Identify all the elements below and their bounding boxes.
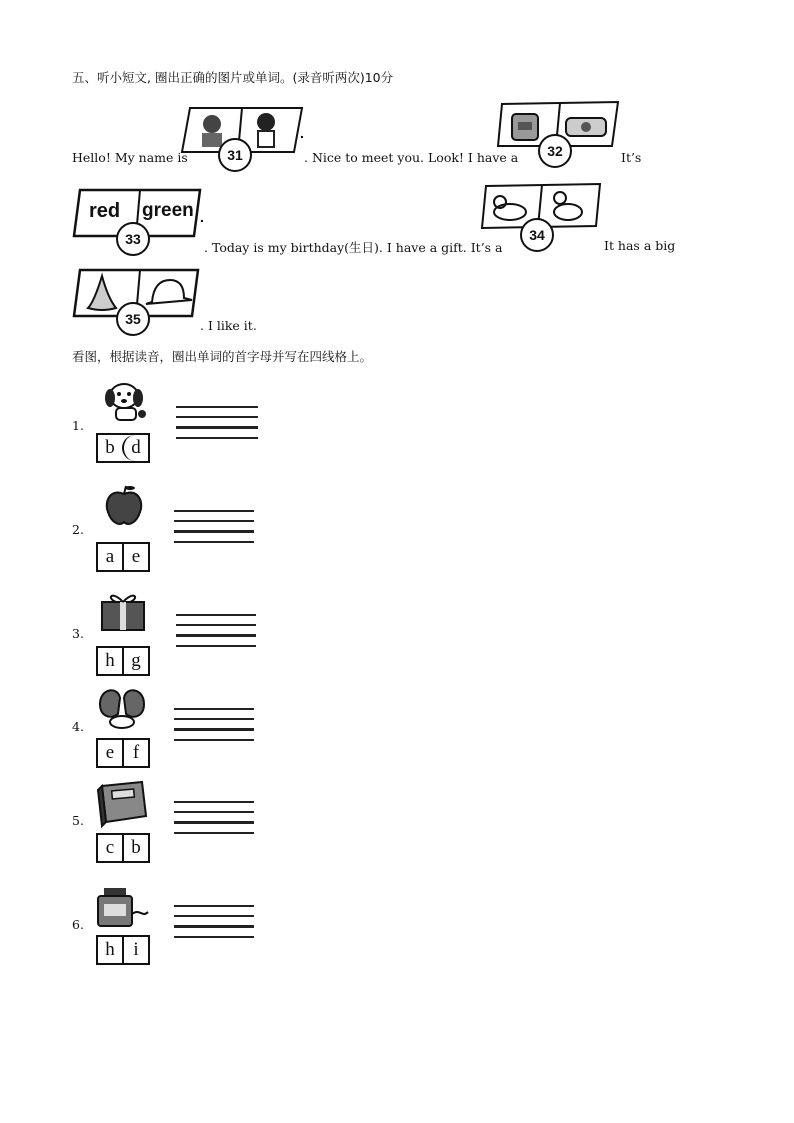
number-33: 33 — [116, 222, 150, 256]
question-number: 1. — [72, 418, 84, 433]
number-32: 32 — [538, 134, 572, 168]
question-number: 3. — [72, 626, 84, 641]
question-number: 4. — [72, 719, 84, 734]
face-icon — [94, 684, 150, 732]
letter-choice-1[interactable] — [96, 433, 150, 463]
four-line-grid-4[interactable] — [174, 708, 254, 749]
letter-option[interactable]: i — [122, 937, 148, 963]
pic-35[interactable] — [72, 268, 200, 332]
four-line-grid-6[interactable] — [174, 905, 254, 946]
letter-option[interactable]: b — [105, 437, 115, 458]
line2-text1: . Today is my birthday(生日). I have a gift. It’s a — [204, 240, 503, 255]
four-line-grid-2[interactable] — [174, 510, 254, 551]
four-line-grid-3[interactable] — [176, 614, 256, 655]
letter-option[interactable]: f — [122, 740, 148, 766]
letter-choice-5[interactable] — [96, 833, 150, 863]
dog-icon — [100, 378, 152, 424]
letter-choice-4[interactable] — [96, 738, 150, 768]
number-31: 31 — [218, 138, 252, 172]
letter-option[interactable]: e — [122, 544, 148, 570]
letter-option[interactable]: a — [105, 546, 115, 567]
line1-text2: . Nice to meet you. Look! I have a — [304, 150, 519, 165]
svg-text:.: . — [300, 125, 304, 141]
letter-option[interactable]: d — [122, 435, 148, 461]
letter-option[interactable]: c — [105, 837, 115, 858]
section5-heading: 五、听小短文, 圈出正确的图片或单词。(录音听两次)10分 — [72, 70, 394, 85]
line1-text1: Hello! My name is — [72, 150, 188, 165]
question-number: 2. — [72, 522, 84, 537]
pic-33[interactable] — [72, 188, 204, 254]
letter-option[interactable]: g — [122, 648, 148, 674]
book-icon — [92, 780, 150, 828]
letter-choice-2[interactable] — [96, 542, 150, 572]
letter-choice-6[interactable] — [96, 935, 150, 965]
apple-icon — [100, 484, 148, 528]
question-number: 6. — [72, 917, 84, 932]
four-line-grid-5[interactable] — [174, 801, 254, 842]
letter-option[interactable]: h — [105, 650, 115, 671]
option-green: green — [142, 200, 194, 221]
four-line-grid-1[interactable] — [176, 406, 258, 447]
number-35: 35 — [116, 302, 150, 336]
number-34: 34 — [520, 218, 554, 252]
letter-choice-3[interactable] — [96, 646, 150, 676]
gift-icon — [98, 588, 148, 634]
section6-heading: 看图，根据读音，圈出单词的首字母并写在四线格上。 — [72, 349, 373, 364]
line1-text3: It’s — [621, 150, 642, 165]
question-number: 5. — [72, 813, 84, 828]
option-red: red — [89, 200, 121, 222]
ink-icon — [92, 884, 152, 932]
line3-text1: . I like it. — [200, 318, 257, 333]
pic-31[interactable] — [178, 106, 306, 166]
line2-text2: It has a big — [604, 238, 676, 253]
letter-option[interactable]: e — [105, 742, 115, 763]
pic-32[interactable] — [496, 100, 622, 162]
pic-34[interactable] — [480, 182, 604, 248]
letter-option[interactable]: b — [122, 835, 148, 861]
letter-option[interactable]: h — [105, 939, 115, 960]
svg-text:.: . — [200, 209, 204, 225]
